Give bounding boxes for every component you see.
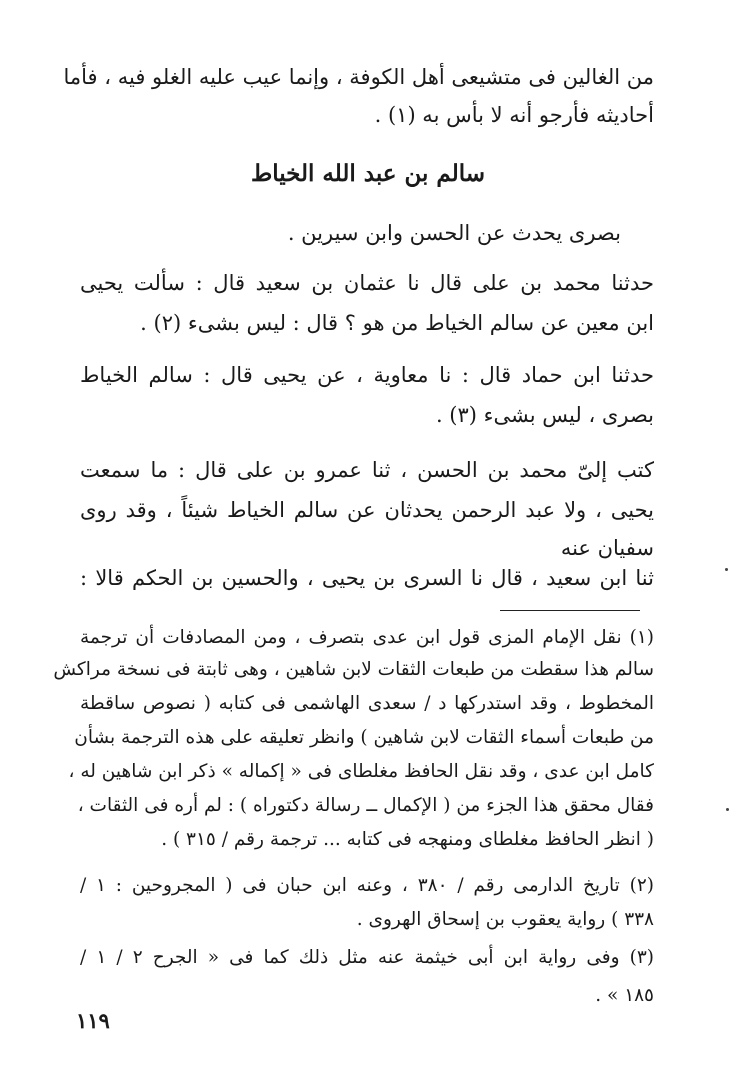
entry-line-4: حدثنا ابن حماد قال : نا معاوية ، عن يحيى قال : سالم الخياط [80,363,654,387]
footnote-line-1: (١) نقل الإمام المزى قول ابن عدى بتصرف ، ومن المصادفات أن ترجمة [80,627,654,648]
scan-speck [725,568,728,571]
entry-title: سالم بن عبد الله الخياط [250,160,486,187]
footnote-line-8: (٢) تاريخ الدارمى رقم / ٣٨٠ ، وعنه ابن حبان فى ( المجروحين : ١ / [80,875,654,896]
body-line-2: أحاديثه فأرجو أنه لا بأس به (١) . [374,103,654,127]
footnote-line-10: (٣) وفى رواية ابن أبى خيثمة عنه مثل ذلك كما فى « الجرح ٢ / ١ / [80,947,654,968]
entry-line-1: بصرى يحدث عن الحسن وابن سيرين . [287,221,621,245]
entry-line-8: سفيان عنه [560,536,654,560]
footnote-line-6: فقال محقق هذا الجزء من ( الإكمال ــ رسالة دكتوراه ) : لم أره فى الثقات ، [77,795,654,816]
footnote-line-11: ١٨٥ » . [595,985,654,1006]
footnote-line-3: المخطوط ، وقد استدركها د / سعدى الهاشمى فى كتابه ( نصوص ساقطة [80,693,654,714]
entry-line-2: حدثنا محمد بن على قال نا عثمان بن سعيد قال : سألت يحيى [80,271,654,295]
entry-line-7: يحيى ، ولا عبد الرحمن يحدثان عن سالم الخياط شيئاً ، وقد روى [80,498,654,522]
entry-line-5: بصرى ، ليس بشىء (٣) . [435,403,654,427]
footnote-line-7: ( انظر الحافظ مغلطاى ومنهجه فى كتابه ... ترجمة رقم / ٣١٥ ) . [161,829,654,850]
footnote-line-9: ٣٣٨ ) رواية يعقوب بن إسحاق الهروى . [356,909,654,930]
entry-line-9: ثنا ابن سعيد ، قال نا السرى بن يحيى ، والحسين بن الحكم قالا : [80,566,654,590]
entry-line-6: كتب إلىّ محمد بن الحسن ، ثنا عمرو بن على قال : ما سمعت [80,458,654,482]
footnote-line-2: سالم هذا سقطت من طبعات الثقات لابن شاهين ، وهى ثابتة فى نسخة مراكش [53,659,654,680]
footnote-separator [500,610,640,611]
body-line-1: من الغالين فى متشيعى أهل الكوفة ، وإنما عيب عليه الغلو فيه ، فأما [63,65,654,89]
footnote-line-4: من طبعات أسماء الثقات لابن شاهين ) وانظر تعليقه على هذه الترجمة بشأن [74,727,654,748]
entry-line-3: ابن معين عن سالم الخياط من هو ؟ قال : ليس بشىء (٢) . [140,311,654,335]
scan-speck [726,808,729,811]
page-number: ١١٩ [76,1008,110,1033]
footnote-line-5: كامل ابن عدى ، وقد نقل الحافظ مغلطاى فى « إكماله » ذكر ابن شاهين له ، [68,761,654,782]
